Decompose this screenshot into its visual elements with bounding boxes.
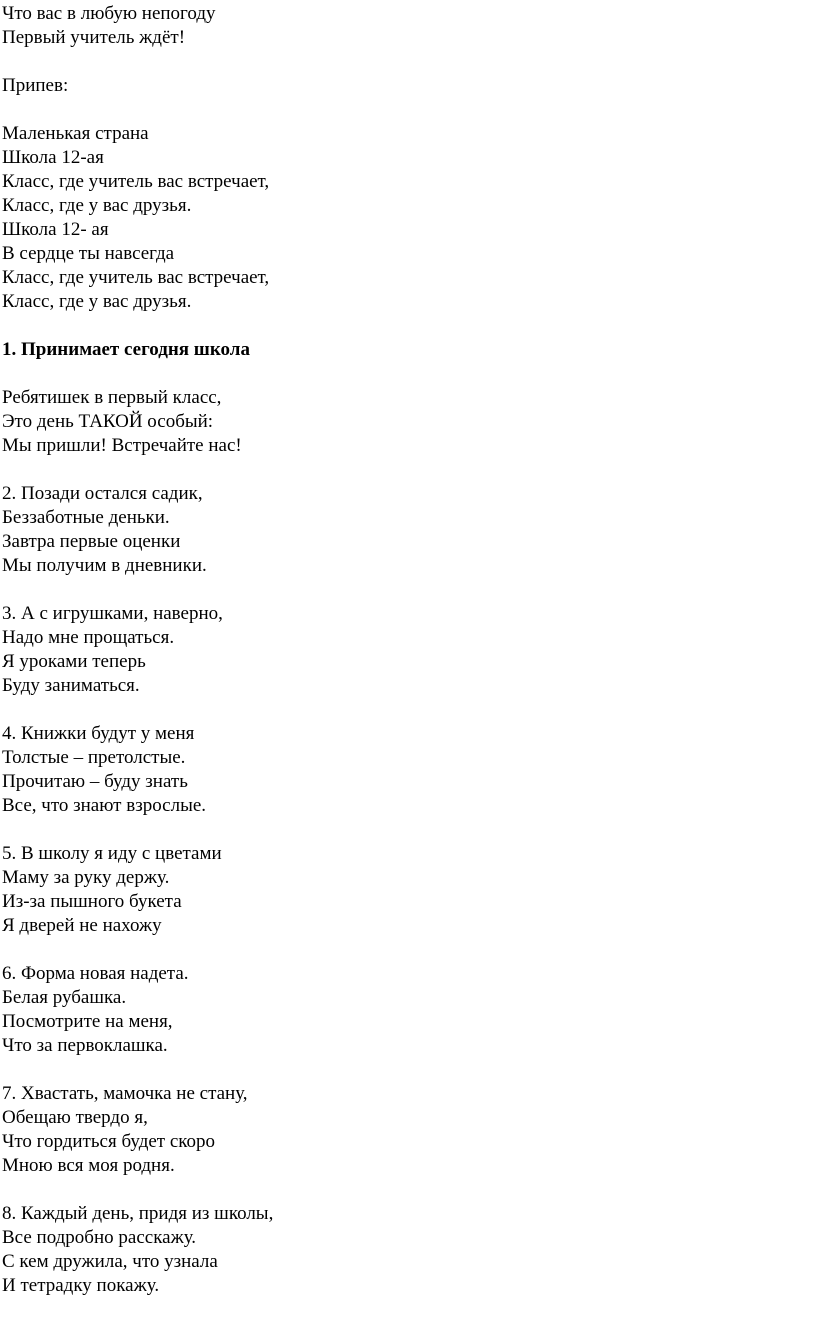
text-line: Это день ТАКОЙ особый:: [2, 411, 214, 432]
chorus-label: Припев:: [2, 75, 69, 96]
chorus-label-block: [2, 74, 816, 98]
text-line: 4. Книжки будут у меня: [2, 723, 195, 744]
text-line: Первый учитель ждёт!: [2, 27, 186, 48]
text-line: Ребятишек в первый класс,: [2, 387, 222, 408]
text-line: 5. В школу я иду с цветами: [2, 843, 222, 864]
text-line: Я дверей не нахожу: [2, 915, 162, 936]
text-line: Мною вся моя родня.: [2, 1155, 175, 1176]
text-line: 3. А с игрушками, наверно,: [2, 603, 223, 624]
text-line: 2. Позади остался садик,: [2, 483, 203, 504]
text-line: Класс, где учитель вас встречает,: [2, 267, 270, 288]
text-line: Маму за руку держу.: [2, 867, 170, 888]
verse-7: [2, 1082, 816, 1178]
text-line: И тетрадку покажу.: [2, 1275, 160, 1296]
text-line: Мы получим в дневники.: [2, 555, 207, 576]
text-line: Беззаботные деньки.: [2, 507, 170, 528]
text-line: Школа 12-ая: [2, 147, 104, 168]
text-line: Класс, где учитель вас встречает,: [2, 171, 270, 192]
text-line: Из-за пышного букета: [2, 891, 182, 912]
text-line: 8. Каждый день, придя из школы,: [2, 1203, 274, 1224]
text-line: Я уроками теперь: [2, 651, 146, 672]
text-line: С кем дружила, что узнала: [2, 1251, 218, 1272]
heading-block: [2, 338, 816, 362]
text-line: Что гордиться будет скоро: [2, 1131, 216, 1152]
text-line: Мы пришли! Встречайте нас!: [2, 435, 242, 456]
text-line: Школа 12- ая: [2, 219, 109, 240]
text-line: 6. Форма новая надета.: [2, 963, 189, 984]
verse-4: [2, 722, 816, 818]
verse-3: [2, 602, 816, 698]
text-line: Все, что знают взрослые.: [2, 795, 207, 816]
text-line: Класс, где у вас друзья.: [2, 195, 192, 216]
text-line: 7. Хвастать, мамочка не стану,: [2, 1083, 248, 1104]
verse-8: [2, 1202, 816, 1298]
chorus-stanza: [2, 122, 816, 314]
text-line: Что за первоклашка.: [2, 1035, 168, 1056]
text-line: Все подробно расскажу.: [2, 1227, 197, 1248]
verse-1: [2, 386, 816, 458]
intro-stanza: [2, 2, 816, 50]
text-line: Буду заниматься.: [2, 675, 140, 696]
verse-6: [2, 962, 816, 1058]
text-line: Прочитаю – буду знать: [2, 771, 188, 792]
text-line: Надо мне прощаться.: [2, 627, 175, 648]
text-line: В сердце ты навсегда: [2, 243, 175, 264]
text-line: Маленькая страна: [2, 123, 149, 144]
text-line: Класс, где у вас друзья.: [2, 291, 192, 312]
text-line: Что вас в любую непогоду: [2, 3, 216, 24]
text-line: Завтра первые оценки: [2, 531, 181, 552]
verse-5: [2, 842, 816, 938]
section-heading: 1. Принимает сегодня школа: [2, 339, 250, 360]
text-line: Обещаю твердо я,: [2, 1107, 148, 1128]
text-line: Толстые – претолстые.: [2, 747, 186, 768]
text-line: Белая рубашка.: [2, 987, 127, 1008]
text-line: Посмотрите на меня,: [2, 1011, 173, 1032]
verse-2: [2, 482, 816, 578]
